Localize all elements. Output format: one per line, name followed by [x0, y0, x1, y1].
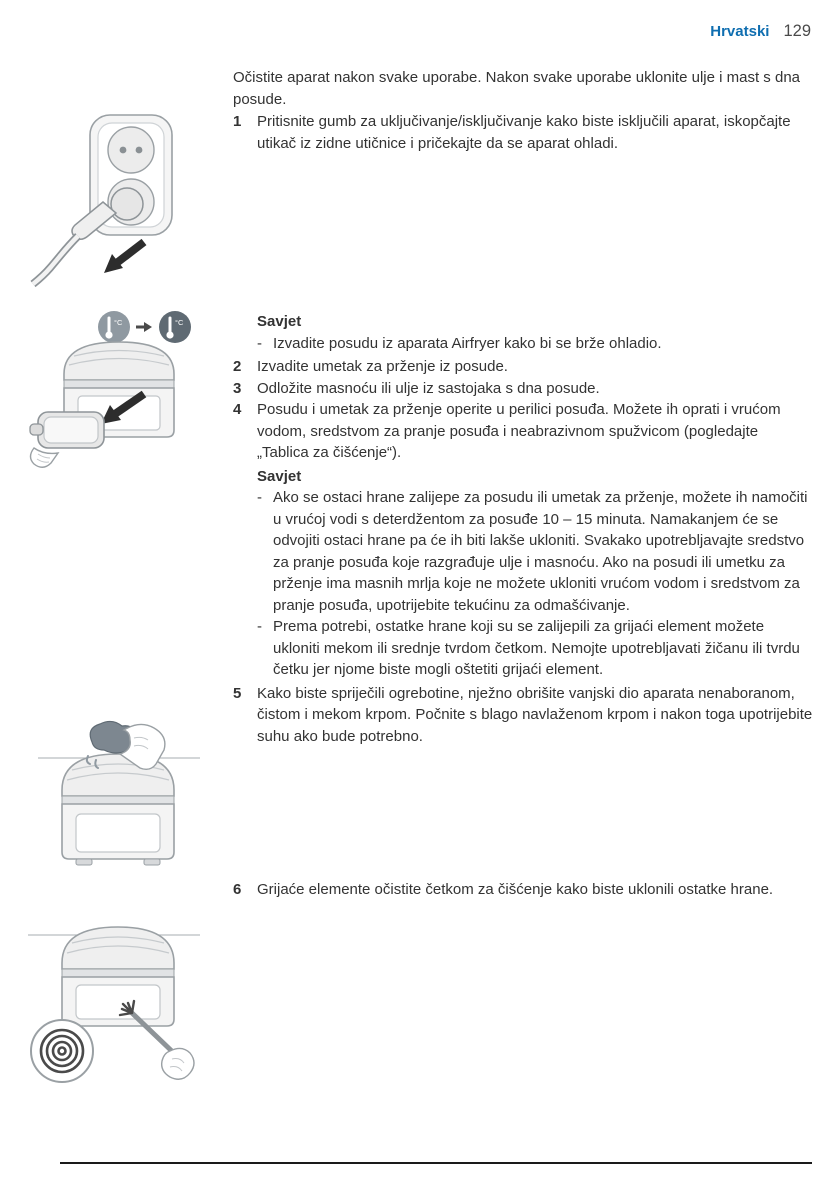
- step-text: Kako biste spriječili ogrebotine, nježno obrišite vanjski dio aparata nenaboranom, čistom i mekom krpom. Počnite s blago navlaženom krpom i nakon toga upotrijebite suhu ako bude potrebno.: [257, 684, 813, 745]
- footer-rule: [60, 1162, 812, 1164]
- svg-text:°C: °C: [114, 318, 123, 327]
- arrow-icon: [104, 242, 144, 273]
- list-dash: -: [257, 489, 262, 506]
- tip-item: [233, 487, 813, 616]
- step-5: [233, 683, 813, 748]
- step-1: [233, 111, 813, 154]
- tip-text: Izvadite posudu iz aparata Airfryer kako bi se brže ohladio.: [273, 334, 662, 352]
- power-plug-icon: [33, 188, 143, 284]
- instructions-column: [233, 67, 813, 901]
- language-label: Hrvatski: [710, 23, 770, 40]
- step-text: Grijaće elemente očistite četkom za čišćenje kako biste uklonili ostatke hrane.: [257, 881, 774, 898]
- step-number: 1: [233, 113, 242, 130]
- airfryer-body-icon: [62, 754, 174, 865]
- wipe-figure-svg: [38, 716, 200, 884]
- pan-with-hand-icon: [30, 412, 104, 467]
- list-dash: -: [257, 334, 262, 352]
- step-number: 2: [233, 358, 242, 375]
- cool-down-illustration: [28, 306, 210, 479]
- step-text: Posudu i umetak za prženje operite u perilici posuđa. Možete ih oprati i vrućom vodom, sredstvom za pranje posuđa i neabrazivnom spužvicom (pogledajte „Tablica za čišćenje“).: [257, 401, 781, 461]
- brush-figure-svg: [28, 901, 200, 1089]
- step-text: Izvadite umetak za prženje iz posude.: [257, 358, 508, 375]
- tip-item: [233, 333, 813, 355]
- hand-icon: [162, 1048, 194, 1079]
- step-number: 3: [233, 379, 242, 397]
- step-number: 5: [233, 684, 242, 702]
- step-text: Odložite masnoću ili ulje iz sastojaka s dna posude.: [257, 379, 600, 397]
- thermometer-cold-icon: [159, 311, 191, 343]
- step-2: [233, 356, 813, 378]
- wipe-illustration: [38, 716, 200, 889]
- tip-text: Prema potrebi, ostatke hrane koji su se zalijepili za grijaći element možete ukloniti mekom ili srednje tvrdom četkom. Nemojte upotrebljavati žičanu ili tvrdu četku jer njome biste mogli oštetiti grijaći element.: [273, 618, 800, 678]
- tip-heading: Savjet: [257, 313, 302, 330]
- step-number: 6: [233, 881, 242, 898]
- airfryer-body-icon: [62, 927, 174, 1026]
- thermometer-hot-icon: [98, 311, 130, 343]
- tip-item: [233, 616, 813, 681]
- heating-coil-inset-icon: [31, 1020, 93, 1082]
- step-6: [233, 879, 813, 901]
- step-3: [233, 378, 813, 400]
- intro-paragraph: Očistite aparat nakon svake uporabe. Nakon svake uporabe uklonite ulje i mast s dna posude.: [233, 69, 800, 108]
- step-text: Pritisnite gumb za uključivanje/isključivanje kako biste isključili aparat, iskopčajte utikač iz zidne utičnice i pričekajte da se aparat ohladi.: [257, 113, 791, 152]
- arrow-right-icon: [136, 322, 152, 332]
- page-number: 129: [783, 22, 811, 40]
- tip-text: Ako se ostaci hrane zalijepe za posudu ili umetak za prženje, možete ih namočiti u vrućoj vodi s deterdžentom za posuđe 10 – 15 minuta. Namakanjem će se odvojiti ostaci hrane pa će ih biti lakše ukloniti. Svakako upotrebljavajte sredstvo za pranje posuđa koje razgrađuje ulje i masnoću. Ako na posudi ili umetku za prženje ima masnih mrlja koje ne možete ukloniti vrućom vodom i sredstvom za pranje posuđa, upotrijebite tekućinu za odmašćivanje.: [273, 489, 808, 614]
- list-dash: -: [257, 618, 262, 635]
- unplug-figure-svg: [28, 112, 178, 290]
- cool-down-figure-svg: [28, 306, 210, 474]
- tip-heading: Savjet: [257, 467, 302, 485]
- unplug-illustration: [28, 112, 178, 295]
- page-header: [710, 22, 811, 41]
- step-number: 4: [233, 401, 242, 418]
- step-4: [233, 399, 813, 464]
- brush-illustration: [28, 901, 200, 1094]
- svg-text:°C: °C: [175, 318, 184, 327]
